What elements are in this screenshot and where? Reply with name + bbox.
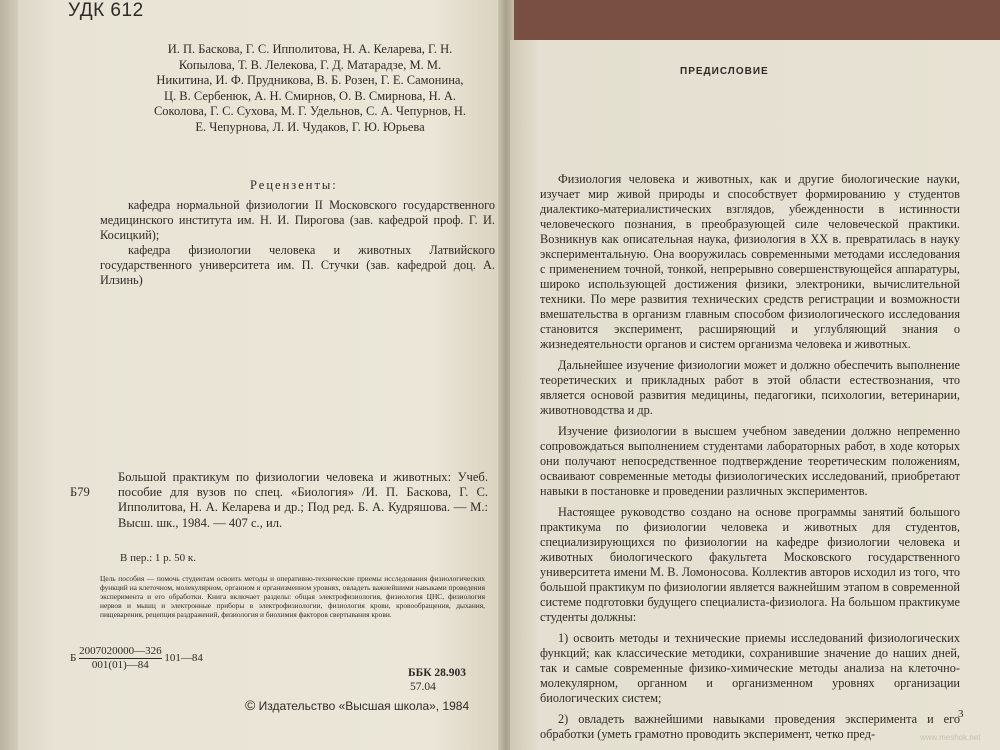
index-code-prefix: Б <box>70 652 77 665</box>
catalog-code: Б79 <box>70 485 90 499</box>
bbk-block <box>408 666 466 694</box>
index-code-fraction <box>79 645 162 672</box>
preface-title: ПРЕДИСЛОВИЕ <box>680 66 769 77</box>
preface-paragraph: Физиология человека и животных, как и другие биологические науки, изучает мир живой природы и способствует формированию у студентов диалектико-материалистических взглядов, убежденности в истинности человеческого познания, в преобразующей силе человеческой практики. Возникнув как описательная наука, физиология в XX в. превратилась в науку экспериментальную. Она вооружилась современными методами исследования с применением точной, тонкой, непрерывно совершенствующейся аппаратуры, широко использующей достижения физики, электроники, вычислительной техники. По мере развития технических средств регистрации и возможности вмешательства в организм главным способом физиологического исследования становится эксперимент, расширяющий и углубляющий знания о жизнедеятельности органов и систем организма человека и животных. <box>540 172 960 351</box>
watermark: www.meshok.net <box>920 733 981 742</box>
preface-paragraph: 1) освоить методы и технические приемы исследований физиологических функций; как классические методики, сохранившие значение до наших дней, так и самые современные физико-химические методы анализа на клеточно-молекулярном, органном и организменном уровнях организации биологических систем; <box>540 631 960 705</box>
preface-body <box>540 172 960 748</box>
index-code-suffix: 101—84 <box>164 652 203 665</box>
preface-paragraph: 2) овладеть важнейшими навыками проведения эксперимента и его обработки (уметь грамотно проводить эксперимент, четко пред- <box>540 712 960 741</box>
udk-code: УДК 612 <box>68 0 144 21</box>
authors-list: И. П. Баскова, Г. С. Ипполитова, Н. А. Келарева, Г. Н. Копылова, Т. В. Лелекова, Г. Д. Матарадзе, М. М. Никитина, И. Ф. Прудникова, В. Б. Розен, Г. Е. Самонина, Ц. В. Сербенюк, А. Н. Смирнов, О. В. Смирнова, Н. А. Соколова, Г. С. Сухова, М. Г. Удельнов, С. А. Чепурнов, Н. Е. Чепурнова, Л. И. Чудаков, Г. Ю. Юрьева <box>153 42 467 134</box>
preface-paragraph: Изучение физиологии в высшем учебном заведении должно непременно сопровождаться выполнением студентами лабораторных работ, в ходе которых они получают непосредственное подтверждение теоретическим положениям, осваивают современные методы физиологических исследований, приобретают навыки в постановке и проведении различных экспериментов. <box>540 424 960 498</box>
bbk-value: 57.04 <box>410 681 436 693</box>
publisher-line <box>245 697 469 713</box>
page-number: 3 <box>958 708 964 720</box>
index-code <box>70 645 203 672</box>
book-edge <box>0 0 18 750</box>
bibliographic-entry <box>118 470 488 531</box>
bibliographic-text: Большой практикум по физиологии человека и животных: Учеб. пособие для вузов по спец. «Биология» /И. П. Баскова, Г. С. Ипполитова, Н. А. Келарева и др.; Под ред. Б. А. Кудряшова. — М.: Высш. шк., 1984. — 407 с., ил. <box>118 470 488 530</box>
reviewers-heading: Рецензенты: <box>250 178 338 192</box>
copyright-icon: © <box>245 697 256 713</box>
preface-paragraph: Настоящее руководство создано на основе программы занятий большого практикума по физиологии человека и животных для студентов, специализирующихся по физиологии на кафедре физиологии человека и животных биологического факультета Московского государственного университета имени М. В. Ломоносова. Коллектив авторов исходил из того, что большой практикум по физиологии является важнейшим этапом в современной системе подготовки будущего специалиста-физиолога. На большом практикуме студенты должны: <box>540 505 960 624</box>
reviewer-1: кафедра нормальной физиологии II Московского государственного медицинского института им. Н. И. Пирогова (зав. кафедрой проф. Г. И. Косицкий); <box>100 198 495 242</box>
publisher-text: Издательство «Высшая школа», 1984 <box>258 699 470 713</box>
reviewers-block <box>100 198 495 288</box>
reviewer-2: кафедра физиологии человека и животных Латвийского государственного университета им. П. Стучки (зав. кафедрой доц. А. Илзинь) <box>100 243 495 287</box>
annotation: Цель пособия — помочь студентам освоить методы и оперативно-технические приемы исследования физиологических функций на клеточном, молекулярном, органном и организменном уровнях, овладеть важнейшими навыками проведения эксперимента и его обработки. Книга включает разделы: общая электрофизиология, физиология ЦНС, физиология нервов и мышц и электронные приборы в электрофизиологии, физиология крови, кровообращения, дыхания, пищеварения, рецепция раздражений, физиология и биохимия факторов свертывания крови. <box>100 574 485 619</box>
preface-paragraph: Дальнейшее изучение физиологии может и должно обеспечить выполнение теоретических и прикладных работ в этой области естествознания, что является основой развития медицины, педагогики, психологии, ветеринарии, животноводства и др. <box>540 358 960 417</box>
index-code-denominator: 001(01)—84 <box>91 659 149 671</box>
bbk-label: ББК 28.903 <box>408 667 467 679</box>
price: В пер.: 1 р. 50 к. <box>120 552 197 564</box>
index-code-numerator: 2007020000—326 <box>79 645 162 657</box>
